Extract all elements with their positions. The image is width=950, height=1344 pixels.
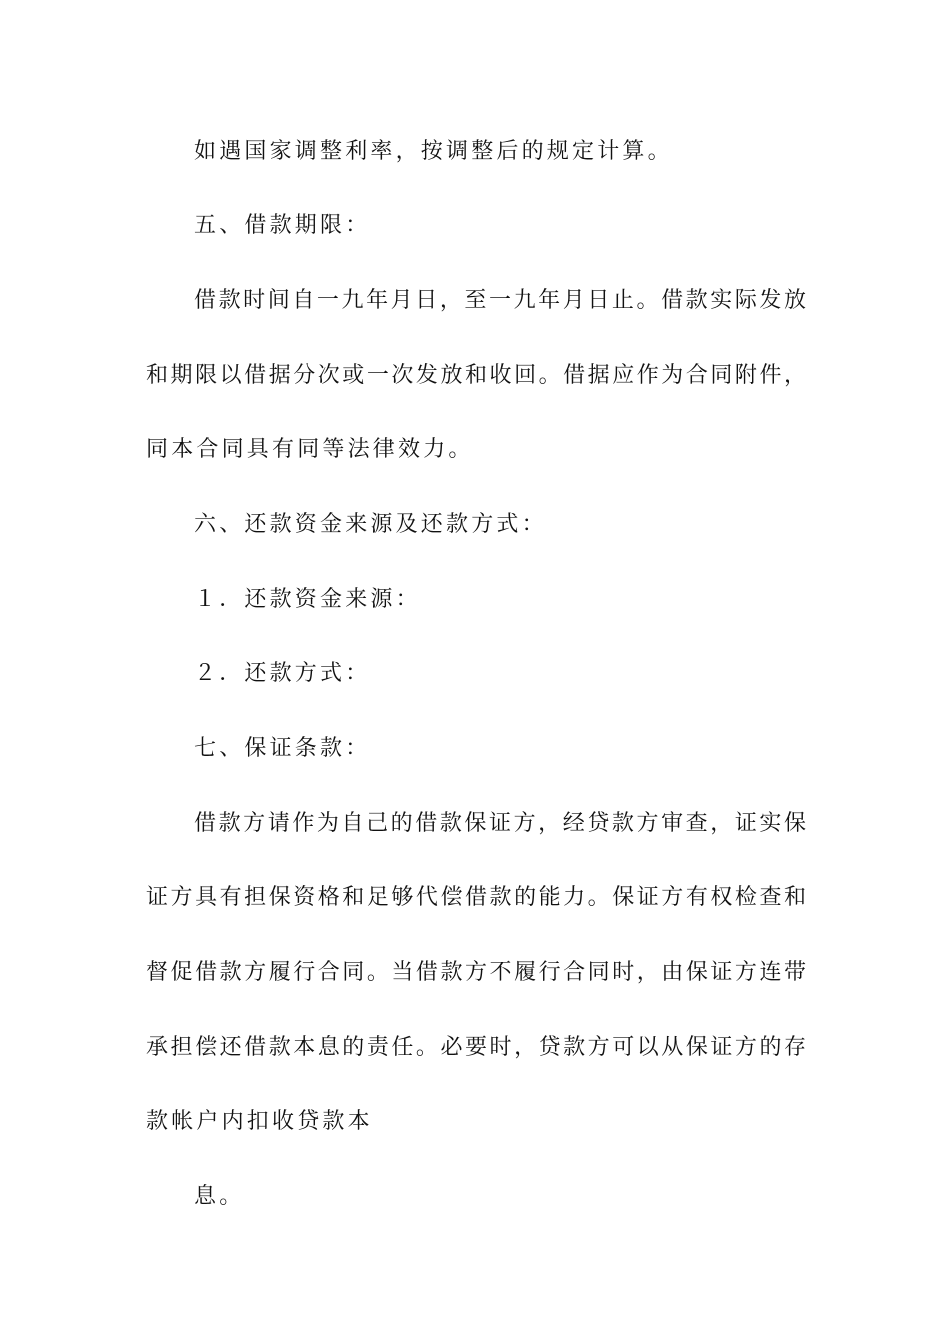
section-heading-loan-term: 五、借款期限： [194,213,371,238]
list-item-repayment-source: １．还款资金来源： [194,587,421,612]
paragraph-guarantee-line-6: 息。 [194,1184,245,1209]
paragraph-guarantee-line-5: 款帐户内扣收贷款本 [146,1109,373,1134]
paragraph-loan-term-line-2: 和期限以借据分次或一次发放和收回。借据应作为合同附件， [146,363,806,388]
list-item-repayment-method: ２．还款方式： [194,661,371,686]
paragraph-guarantee-line-2: 证方具有担保资格和足够代偿借款的能力。保证方有权检查和 [146,885,806,910]
paragraph-guarantee-line-3: 督促借款方履行合同。当借款方不履行合同时，由保证方连带 [146,960,806,985]
paragraph-loan-term-line-1: 借款时间自一九年月日，至一九年月日止。借款实际发放 [194,288,806,313]
paragraph-interest-adjustment: 如遇国家调整利率，按调整后的规定计算。 [194,139,673,164]
section-heading-repayment: 六、还款资金来源及还款方式： [194,512,547,537]
paragraph-guarantee-line-4: 承担偿还借款本息的责任。必要时，贷款方可以从保证方的存 [146,1035,806,1060]
paragraph-loan-term-line-3: 同本合同具有同等法律效力。 [146,437,474,462]
paragraph-guarantee-line-1: 借款方请作为自己的借款保证方，经贷款方审查，证实保 [194,811,806,836]
section-heading-guarantee: 七、保证条款： [194,736,371,761]
